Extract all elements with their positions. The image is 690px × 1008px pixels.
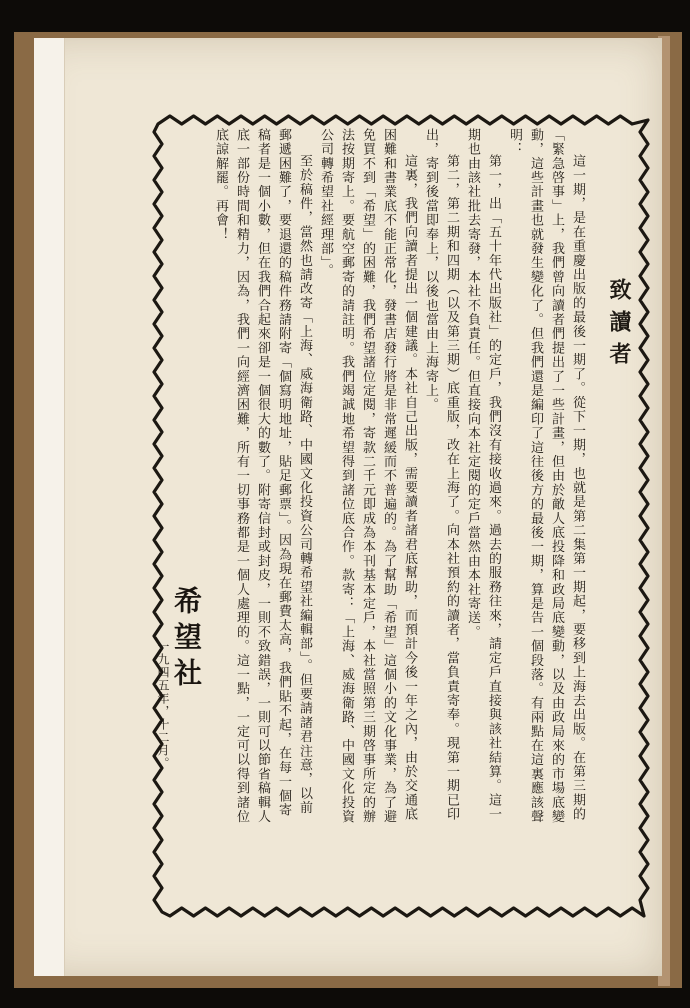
letter-body [177,128,632,828]
binding-strip [34,38,65,976]
paragraph: 這裏，我們向讀者提出一個建議。本社自己出版，需要讀者諸君底幫助，而預計今後一年之內，由於交通底困難和書業底不能正常化，發書店發行將是非常遲緩而不普遍的。為了幫助「希望」這個小的文化事業，為了避免買不到「希望」的困難，我們希望諸位定閱，寄款二千元即成為本刊基本定戶，本社當照第三期啓事所定的辦法按期寄上。要航空郵寄的請註明。我們竭誠地希望得到諸位底合作。款寄：「上海、威海衛路、中國文化投資公司轉希望社經理部」。 [318,128,417,824]
paragraph: 第二，第二期和四期（以及第三期）底重版，改在上海了。向本社預約的讀者，當負責寄奉。現第一期已印出，寄到後當即奉上，以後也當由上海寄上。 [423,128,459,822]
letter-title: 致讀者 [606,278,632,374]
paragraph: 第一，出「五十年代出版社」的定戶，我們沒有接收過來。過去的服務往來，請定戶直接與該社結算。這一期也由該社批去寄發，本社不負責任。但直接向本社定閱的定戶當然由本社寄送。 [465,128,501,822]
paragraph: 這一期，是在重慶出版的最後一期了。從下一期，也就是第二集第一期起，要移到上海去出版。在第三期的「緊急啓事」上，我們曾向讀者們提出了一些計畫，但由於敵人底投降和政局底變動，以及由政局來的市場底變動，這些計畫也就發生變化了。但我們還是編印了這往後方的最後一期，算是告一個段落。有兩點在這裏應該聲明： [507,128,585,824]
signature: 希望社 [170,586,203,694]
paragraph: 至於稿件，當然也請改寄「上海、威海衛路、中國文化投資公司轉希望社編輯部」。但要請諸君注意，以前郵遞困難了，要退還的稿件務請附寄「個寫明地址，貼足郵票」。因為現在郵費太高，我們貼不起，在每一個寄稿者是一個小數，但在我們合起來卻是一個很大的數了。附寄信封或封皮，一則不致錯誤，一則可以節省稿輯人底一部份時間和精力，因為，我們一向經濟困難，所有一切事務都是一個人處理的。這一點，一定可以得到諸位底諒解罷。再會！ [213,128,312,824]
letter-date: 一九四五年，十二月。 [156,640,170,770]
